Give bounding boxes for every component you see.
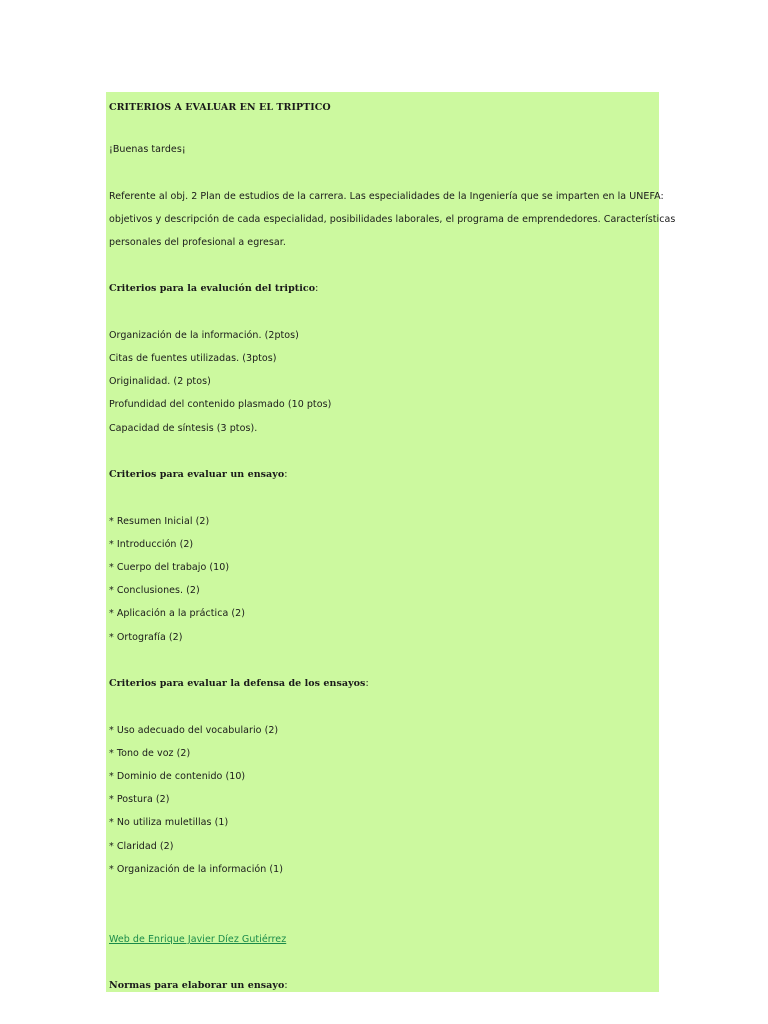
defensa-criterion: * Dominio de contenido (10) (109, 771, 246, 782)
defensa-heading-line (109, 677, 369, 691)
defensa-heading: Criterios para evaluar la defensa de los ensayos (109, 678, 366, 689)
defensa-heading-colon: : (365, 678, 369, 689)
triptico-heading: Criterios para la evalución del triptico (109, 283, 316, 294)
ensayo-criterion: * Cuerpo del trabajo (10) (109, 562, 230, 573)
defensa-criterion: * Postura (2) (109, 794, 170, 805)
greeting: ¡Buenas tardes¡ (109, 144, 186, 155)
triptico-criterion: Citas de fuentes utilizadas. (3ptos) (109, 353, 277, 364)
normas-heading: Normas para elaborar un ensayo (109, 980, 285, 991)
triptico-criterion: Profundidad del contenido plasmado (10 ptos) (109, 399, 332, 410)
ensayo-criterion: * Resumen Inicial (2) (109, 516, 210, 527)
ensayo-criterion: * Conclusiones. (2) (109, 585, 200, 596)
triptico-criterion: Organización de la información. (2ptos) (109, 330, 299, 341)
normas-heading-colon: : (284, 980, 288, 991)
intro-line: personales del profesional a egresar. (109, 237, 286, 248)
ensayo-heading: Criterios para evaluar un ensayo (109, 469, 285, 480)
defensa-criterion: * Claridad (2) (109, 841, 174, 852)
normas-heading-line (109, 979, 288, 993)
author-web-link[interactable]: Web de Enrique Javier Díez Gutiérrez (109, 934, 287, 945)
triptico-criterion: Capacidad de síntesis (3 ptos). (109, 423, 258, 434)
defensa-criterion: * Organización de la información (1) (109, 864, 284, 875)
intro-line: objetivos y descripción de cada especialidad, posibilidades laborales, el programa de emprendedores. Características (109, 214, 676, 225)
triptico-heading-line (109, 282, 318, 296)
triptico-criterion: Originalidad. (2 ptos) (109, 376, 211, 387)
defensa-criterion: * Uso adecuado del vocabulario (2) (109, 725, 279, 736)
defensa-criterion: * No utiliza muletillas (1) (109, 817, 229, 828)
document-title: CRITERIOS A EVALUAR EN EL TRIPTICO (109, 102, 331, 113)
ensayo-criterion: * Introducción (2) (109, 539, 194, 550)
ensayo-criterion: * Aplicación a la práctica (2) (109, 608, 246, 619)
defensa-criterion: * Tono de voz (2) (109, 748, 191, 759)
intro-line: Referente al obj. 2 Plan de estudios de la carrera. Las especialidades de la Ingeniería que se imparten en la UNEFA: (109, 191, 664, 202)
document-panel (106, 92, 676, 992)
ensayo-heading-line (109, 468, 287, 482)
ensayo-heading-colon: : (284, 469, 288, 480)
ensayo-criterion: * Ortografía (2) (109, 632, 183, 643)
triptico-heading-colon: : (315, 283, 319, 294)
